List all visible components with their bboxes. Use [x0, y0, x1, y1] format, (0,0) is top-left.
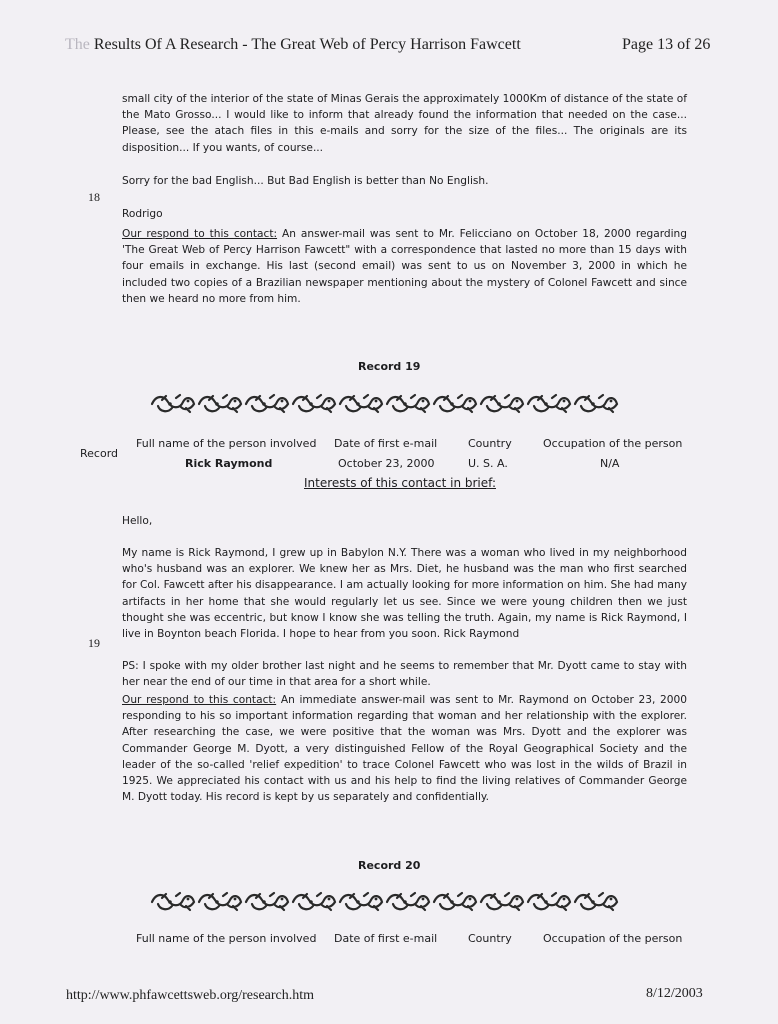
record19-value-name: Rick Raymond [185, 457, 273, 470]
record19-respond-text: An immediate answer-mail was sent to Mr. Raymond on October 23, 2000 responding to his so important information regarding that woman and her relationship with the explorer. After researching the case, we were positive that the woman was Mrs. Dyott and the explorer was Commander George M. Dyott, a very distinguished Fellow of the Royal Geographical Society and the leader of the so-called 'relief expedition' to trace Colonel Fawcett who was lost in the wilds of Brazil in 1925. We appreciated his contact with us and his help to find the living relatives of Commander George M. Dyott today. His record is kept by us separately and confidentially. [122, 694, 687, 804]
footer-date: 8/12/2003 [646, 986, 703, 1001]
record18-respond-text: An answer-mail was sent to Mr. Felicciano on October 18, 2000 regarding 'The Great Web of Percy Harrison Fawcett" with a correspondence that lasted no more than 15 days with four emails in exchange. His last (second email) was sent to us on November 3, 2000 in which he included two copies of a Brazilian newspaper mentioning about the mystery of Colonel Fawcett and since then we heard no more from him. [122, 228, 687, 305]
record20-col-occupation: Occupation of the person [543, 932, 683, 945]
record18-paragraph-1: small city of the interior of the state of Minas Gerais the approximately 1000Km of distance of the state of the Mato Grosso... I would like to inform that already found the information that needed on the case... Please, see the atach files in this e-mails and sorry for the size of the files... The originals are its disposition... If you wants, of course... [122, 93, 687, 154]
record19-value-country: U. S. A. [468, 457, 508, 470]
record19-respond-label: Our respond to this contact: [122, 694, 277, 706]
record20-heading: Record 20 [358, 859, 421, 872]
record19-number: 19 [88, 636, 100, 650]
record20-ornament-divider [150, 890, 624, 914]
footer-url[interactable]: http://www.phfawcettsweb.org/research.htm [66, 988, 315, 1003]
page-number: Page 13 of 26 [622, 36, 711, 53]
record19-col-occupation: Occupation of the person [543, 437, 683, 450]
header-title-rest: Results Of A Research - The Great Web of Percy Harrison Fawcett [89, 36, 521, 53]
record18-signature: Rodrigo [122, 208, 163, 220]
header-title-faint: The [65, 36, 90, 53]
record19-interests-label: Interests of this contact in brief: [304, 476, 496, 490]
record19-heading: Record 19 [358, 360, 421, 373]
header-title [65, 36, 521, 54]
record20-col-name: Full name of the person involved [136, 932, 317, 945]
record19-message: My name is Rick Raymond, I grew up in Babylon N.Y. There was a woman who lived in my neighborhood who's husband was an explorer. We knew her as Mrs. Diet, he husband was the man who first searched for Col. Fawcett after his disappearance. I am actually looking for more information on him. She had many artifacts in her home that she would regularly let us see. Since we were young children then we just thought she was eccentric, but know I know she was telling the truth. Again, my name is Rick Raymond, I live in Boynton beach Florida. I hope to hear from you soon. Rick Raymond [122, 547, 687, 641]
record19-col-name: Full name of the person involved [136, 437, 317, 450]
record19-row-label: Record [80, 447, 119, 460]
record19-value-date: October 23, 2000 [338, 457, 435, 470]
record18-number: 18 [88, 190, 100, 204]
record19-greeting: Hello, [122, 515, 153, 527]
record19-respond [122, 692, 687, 805]
record19-col-country: Country [468, 437, 512, 450]
record18-respond-label: Our respond to this contact: [122, 228, 278, 240]
record19-col-date: Date of first e-mail [334, 437, 438, 450]
record18-paragraph-2: Sorry for the bad English... But Bad English is better than No English. [122, 175, 489, 187]
record19-ornament-divider [150, 392, 624, 416]
record18-respond [122, 226, 687, 307]
record19-value-occupation: N/A [600, 457, 620, 470]
record19-ps: PS: I spoke with my older brother last night and he seems to remember that Mr. Dyott came to stay with her near the end of our time in that area for a short while. [122, 660, 687, 689]
record20-col-country: Country [468, 932, 512, 945]
record20-col-date: Date of first e-mail [334, 932, 438, 945]
